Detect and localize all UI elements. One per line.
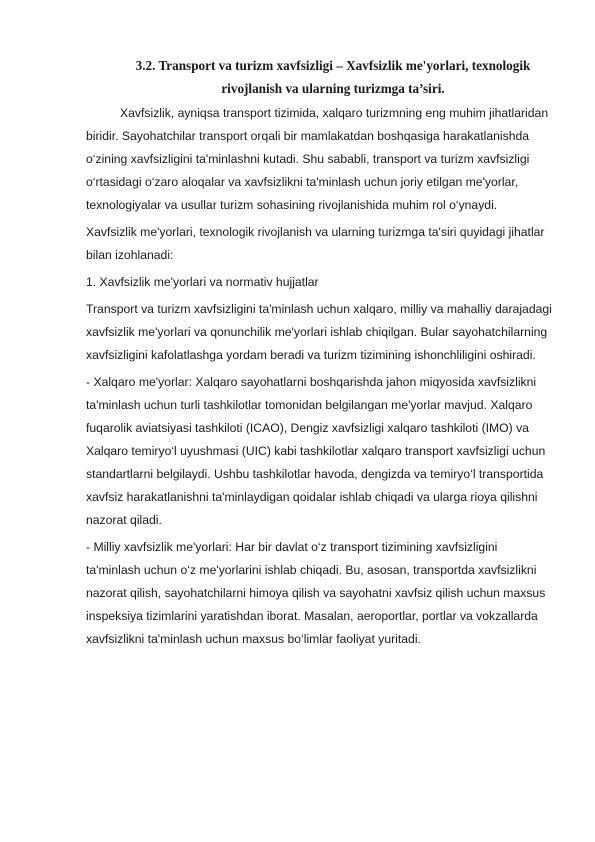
international-standards-paragraph: - Xalqaro me'yorlar: Xalqaro sayohatlarni boshqarishda jahon miqyosida xavfsizlikni ta'minlash uchun turli tashkilotlar tomonidan belgilangan me'yorlar mavjud. Xalqaro fuqarolik aviatsiyasi tashkiloti (ICAO), Dengiz xavfsizligi xalqaro tashkiloti (IMO) va Xalqaro temiryo‘l uyushmasi (UIC) kabi tashkilotlar xalqaro transport xavfsizligi uchun standartlarni belgilaydi. Ushbu tashkilotlar havoda, dengizda va temiryo‘l transportida xavfsiz harakatlanishni ta'minlaydigan qoidalar ishlab chiqadi va ularga rioya qilishni nazorat qiladi.: [86, 375, 546, 527]
aspects-paragraph: Xavfsizlik me'yorlari, texnologik rivojlanish va ularning turizmga ta'siri quyidagi jihatlar bilan izohlanadi:: [86, 225, 545, 262]
standards-paragraph: Transport va turizm xavfsizligini ta'minlash uchun xalqaro, milliy va mahalliy darajadagi xavfsizlik me'yorlari va qonunchilik me'yorlari ishlab chiqilgan. Bular sayohatchilarning xavfsizligini kafolatlashga yordam beradi va turizm tizimining ishonchliligini oshiradi.: [86, 302, 552, 362]
section-title-line-1: 3.2. Transport va turizm xavfsizligi – Xavfsizlik me'yorlari, texnologik: [135, 58, 531, 73]
national-standards-paragraph: - Milliy xavfsizlik me'yorlari: Har bir davlat o‘z transport tizimining xavfsizligini ta'minlash uchun o‘z me'yorlarini ishlab chiqadi. Bu, asosan, transportda xavfsizlikni nazorat qilish, sayohatchilarni himoya qilish va sayohatni xavfsiz qilish uchun maxsus inspeksiya tizimlarini yaratishdan iborat. Masalan, aeroportlar, portlar va vokzallarda xavfsizlikni ta'minlash uchun maxsus bo‘limlar faoliyat yuritadi.: [86, 540, 546, 646]
section-title-line-2: rivojlanish va ularning turizmga ta’siri.: [221, 81, 445, 96]
intro-paragraph: Xavfsizlik, ayniqsa transport tizimida, xalqaro turizmning eng muhim jihatlaridan biridir. Sayohatchilar transport orqali bir mamlakatdan boshqasiga harakatlanishda o‘zining xavfsizligini ta'minlashni kutadi. Shu sababli, transport va turizm xavfsizligi o‘rtasidagi o‘zaro aloqalar va xavfsizlikni ta'minlash uchun joriy etilgan me'yorlar, texnologiyalar va usullar turizm sohasining rivojlanishida muhim rol o‘ynaydi.: [86, 106, 549, 212]
document-page: [86, 54, 554, 655]
section-title: [86, 54, 554, 100]
subsection-heading: 1. Xavfsizlik me'yorlari va normativ hujjatlar: [86, 275, 319, 289]
document-body: [86, 102, 554, 651]
